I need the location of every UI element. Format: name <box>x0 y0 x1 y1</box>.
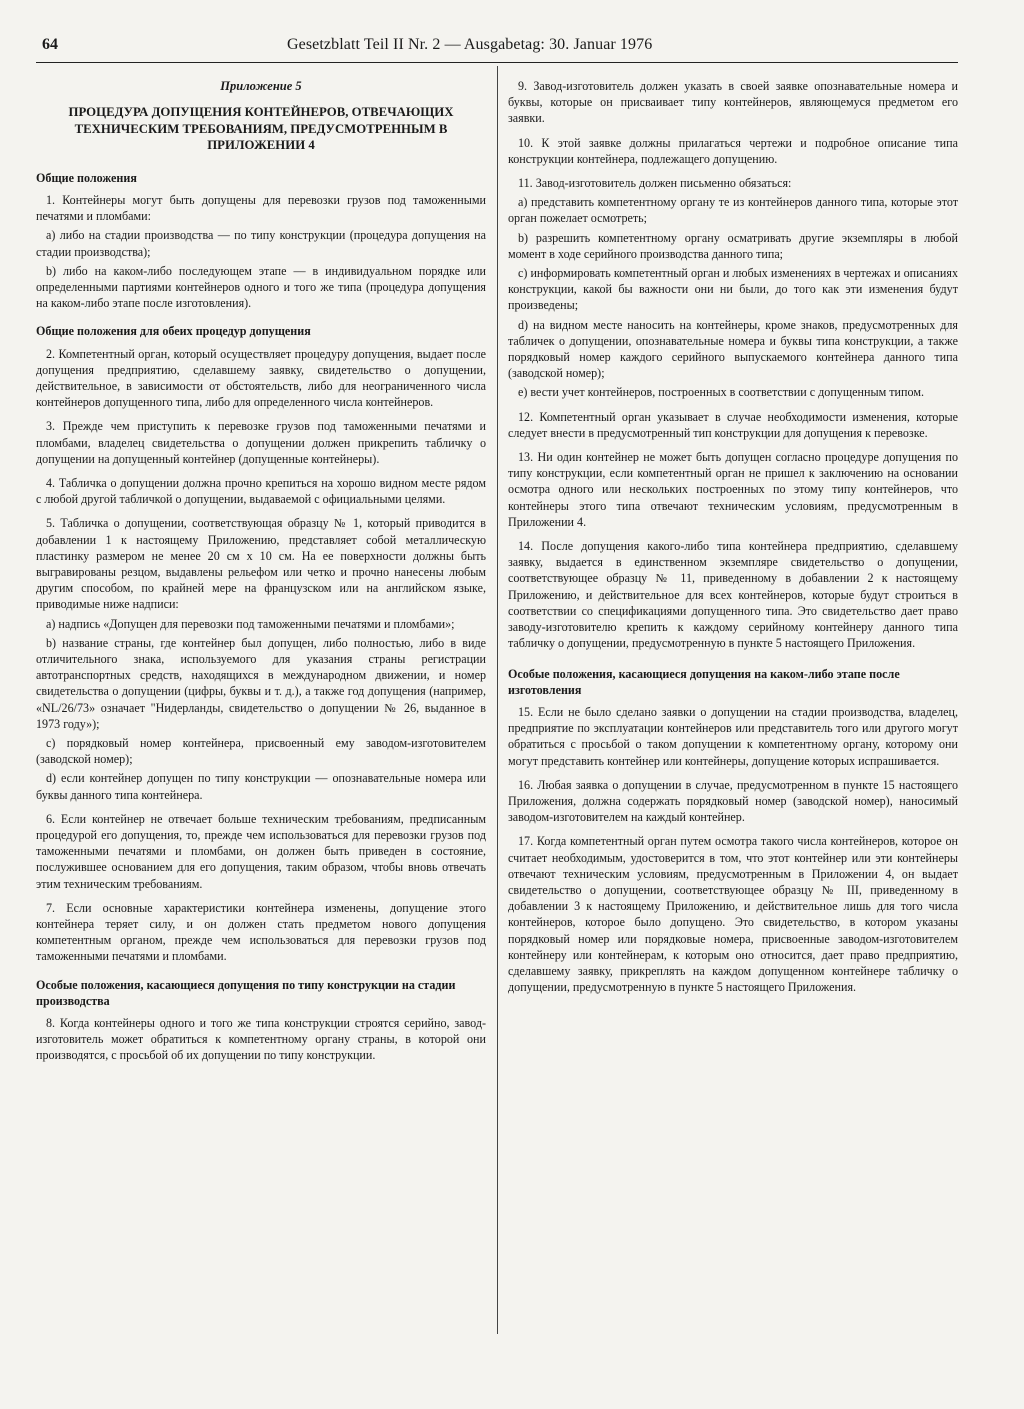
paragraph-14: 14. После допущения какого-либо типа контейнера предприятию, сделавшему заявку, выдается в единственном экземпляре свидетельство о допущении, соответствующее образцу № 11, приведенному в добавлении 2 к настоящему Приложению, и действительное для всех контейнеров, которые будут строиться в соответствии со спецификациями допущенного типа. Это свидетельство дает право заводу-изготовителю крепить к каждому серийному контейнеру данного типа табличку о допущении, предусмотренную в пункте 5 настоящего Приложения. <box>508 539 958 651</box>
paragraph-7: 7. Если основные характеристики контейнера изменены, допущение этого контейнера теряет силу, и он должен стать предметом нового допущения компетентным органом, прежде чем использоваться для перевозки грузов под таможенными печатями и пломбами. <box>36 900 486 964</box>
paragraph-11a: a) представить компетентному органу те из контейнеров данного типа, которые этот орган пожелает осмотреть; <box>508 195 958 226</box>
paragraph-5c: c) порядковый номер контейнера, присвоенный ему заводом-изготовителем (заводской номер); <box>36 736 486 767</box>
paragraph-3: 3. Прежде чем приступить к перевозке грузов под таможенными печатями и пломбами, владелец свидетельства о допущении должен прикрепить табличку о допущении на допущенный контейнер (допущенные контейнеры). <box>36 419 486 466</box>
annex-title: ПРОЦЕДУРА ДОПУЩЕНИЯ КОНТЕЙНЕРОВ, ОТВЕЧАЮЩИХ ТЕХНИЧЕСКИМ ТРЕБОВАНИЯМ, ПРЕДУСМОТРЕННЫМ В ПРИЛОЖЕНИИ 4 <box>68 105 454 153</box>
paragraph-11e: e) вести учет контейнеров, построенных в соответствии с допущенным типом. <box>518 385 924 400</box>
paragraph-1a: a) либо на стадии производства — по типу конструкции (процедура допущения на стадии производства); <box>36 228 486 259</box>
paragraph-15: 15. Если не было сделано заявки о допущении на стадии производства, владелец, предприятие по эксплуатации контейнеров или представитель того или другого могут обратиться с просьбой о таком допущении к компетентному органу, которому они могут представить контейнер или контейнеры, допущение которых испрашивается. <box>508 704 958 768</box>
paragraph-2: 2. Компетентный орган, который осуществляет процедуру допущения, выдает после допущения предприятию, сделавшему заявку, свидетельство о допущении, действительное, в зависимости от обстоятельств, либо для неограниченного числа контейнеров допущенного типа, либо для определенного числа контейнеров. <box>36 346 486 410</box>
paragraph-5d: d) если контейнер допущен по типу конструкции — опознавательные номера или буквы данного типа контейнера. <box>36 771 486 802</box>
paragraph-6: 6. Если контейнер не отвечает больше техническим требованиям, предписанным процедурой его допущения, то, прежде чем использоваться для перевозки грузов под таможенными печатями и пломбами, он должен быть приведен в состояние, послужившее основанием для его допущения, таким образом, чтобы вновь отвечать этим техническим требованиям. <box>36 811 486 891</box>
page-number: 64 <box>42 36 58 53</box>
paragraph-1b: b) либо на каком-либо последующем этапе — в индивидуальном порядке или определенными партиями контейнеров одного и того же типа (процедура допущения на каком-либо этапе после изготовления). <box>36 263 486 311</box>
header-rule <box>36 62 958 63</box>
paragraph-11c: c) информировать компетентный орган и любых изменениях в чертежах и описаниях конструкции, какой бы важности они ни были, до того как эти изменения будут произведены; <box>508 266 958 313</box>
paragraph-8: 8. Когда контейнеры одного и того же типа конструкции строятся серийно, завод-изготовитель может обратиться к компетентному органу страны, в которой они производятся, с просьбой об их допущении по типу конструкции. <box>36 1016 486 1063</box>
paragraph-4: 4. Табличка о допущении должна прочно крепиться на хорошо видном месте рядом с любой другой табличкой о допущении, выдаваемой с официальными целями. <box>36 475 486 507</box>
section-title-general: Общие положения <box>36 170 137 185</box>
paragraph-17: 17. Когда компетентный орган путем осмотра такого числа контейнеров, которое он считает необходимым, удостоверится в том, что этот контейнер или эти контейнеры отвечают техническим условиям, предусмотренным в Приложении 4, он выдает свидетельство о допущении, соответствующее образцу № III, приведенному в добавлении 3 к настоящему Приложению, и действительное лишь для того числа контейнеров, которое было допущено. Это свидетельство, в котором указаны порядковый номер или порядковые номера, присвоенные заводом-изготовителем контейнеру или контейнерам, к которым оно относится, дает право предприятию, сделавшему заявку, прикреплять на каждом допущенном контейнере табличку о допущении, предусмотренную в пункте 5 настоящего Приложения. <box>508 834 958 995</box>
paragraph-11d: d) на видном месте наносить на контейнеры, кроме знаков, предусмотренных для табличек о допущении, опознавательные номера и буквы типа конструкции, а также порядковый номер каждого серийного выпускаемого контейнера данного типа (заводской номер); <box>508 317 958 381</box>
section-title-after-manufacture: Особые положения, касающиеся допущения на каком-либо этапе после изготовления <box>508 666 900 697</box>
running-title: Gesetzblatt Teil II Nr. 2 — Ausgabetag: 30. Januar 1976 <box>287 36 653 53</box>
paragraph-11b: b) разрешить компетентному органу осматривать другие экземпляры в любой момент в ходе серийного производства данного типа; <box>508 230 958 261</box>
annex-label: Приложение 5 <box>220 79 302 93</box>
paragraph-11: 11. Завод-изготовитель должен письменно обязаться: <box>518 176 792 191</box>
section-title-both-procedures: Общие положения для обеих процедур допущения <box>36 324 311 339</box>
page-header <box>42 36 962 60</box>
left-column <box>36 78 486 1072</box>
paragraph-12: 12. Компетентный орган указывает в случае необходимости изменения, которые следует внести в предусмотренный тип конструкции для допущения к перевозке. <box>508 409 958 440</box>
paragraph-16: 16. Любая заявка о допущении в случае, предусмотренном в пункте 15 настоящего Приложения, должна содержать порядковый номер (заводской номер), наносимый заводом-изготовителем на каждый контейнер. <box>508 777 958 825</box>
column-divider <box>497 66 498 1334</box>
section-title-type-construction: Особые положения, касающиеся допущения по типу конструкции на стадии производства <box>36 977 456 1008</box>
paragraph-5b: b) название страны, где контейнер был допущен, либо полностью, либо в виде отличительного знака, используемого для указания страны регистрации автотранспортных средств, находящихся в международном движении, и номер свидетельства о допущении (цифры, буквы и т. д.), а также год допущения (например, «NL/26/73» означает "Нидерланды, свидетельство о допущении № 26, выданное в 1973 году»); <box>36 635 486 731</box>
paragraph-13: 13. Ни один контейнер не может быть допущен согласно процедуре допущения по типу конструкции, если компетентный орган не пришел к заключению на основании осмотра одного или нескольких построенных по этому типу контейнеров, что контейнеры этого типа отвечают техническим условиям, предусмотренным в Приложении 4. <box>508 450 958 529</box>
paragraph-5: 5. Табличка о допущении, соответствующая образцу № 1, который приводится в добавлении 1 к настоящему Приложению, представляет собой металлическую пластинку размером не менее 20 см x 10 см. На ее поверхности должны быть выгравированы резцом, выдавлены рельефом или четко и прочно нанесены любым другим способом, по крайней мере на французском или на английском языке, приводимые ниже надписи: <box>36 516 486 612</box>
paragraph-10: 10. К этой заявке должны прилагаться чертежи и подробное описание типа конструкции контейнера, подлежащего допущению. <box>508 135 958 166</box>
paragraph-1: 1. Контейнеры могут быть допущены для перевозки грузов под таможенными печатями и пломбами: <box>36 192 486 224</box>
paragraph-5a: a) надпись «Допущен для перевозки под таможенными печатями и пломбами»; <box>46 616 455 631</box>
right-column <box>508 78 958 1003</box>
paragraph-9: 9. Завод-изготовитель должен указать в своей заявке опознавательные номера и буквы, которые он присваивает типу контейнеров, являющемуся предметом его заявки. <box>508 79 958 126</box>
